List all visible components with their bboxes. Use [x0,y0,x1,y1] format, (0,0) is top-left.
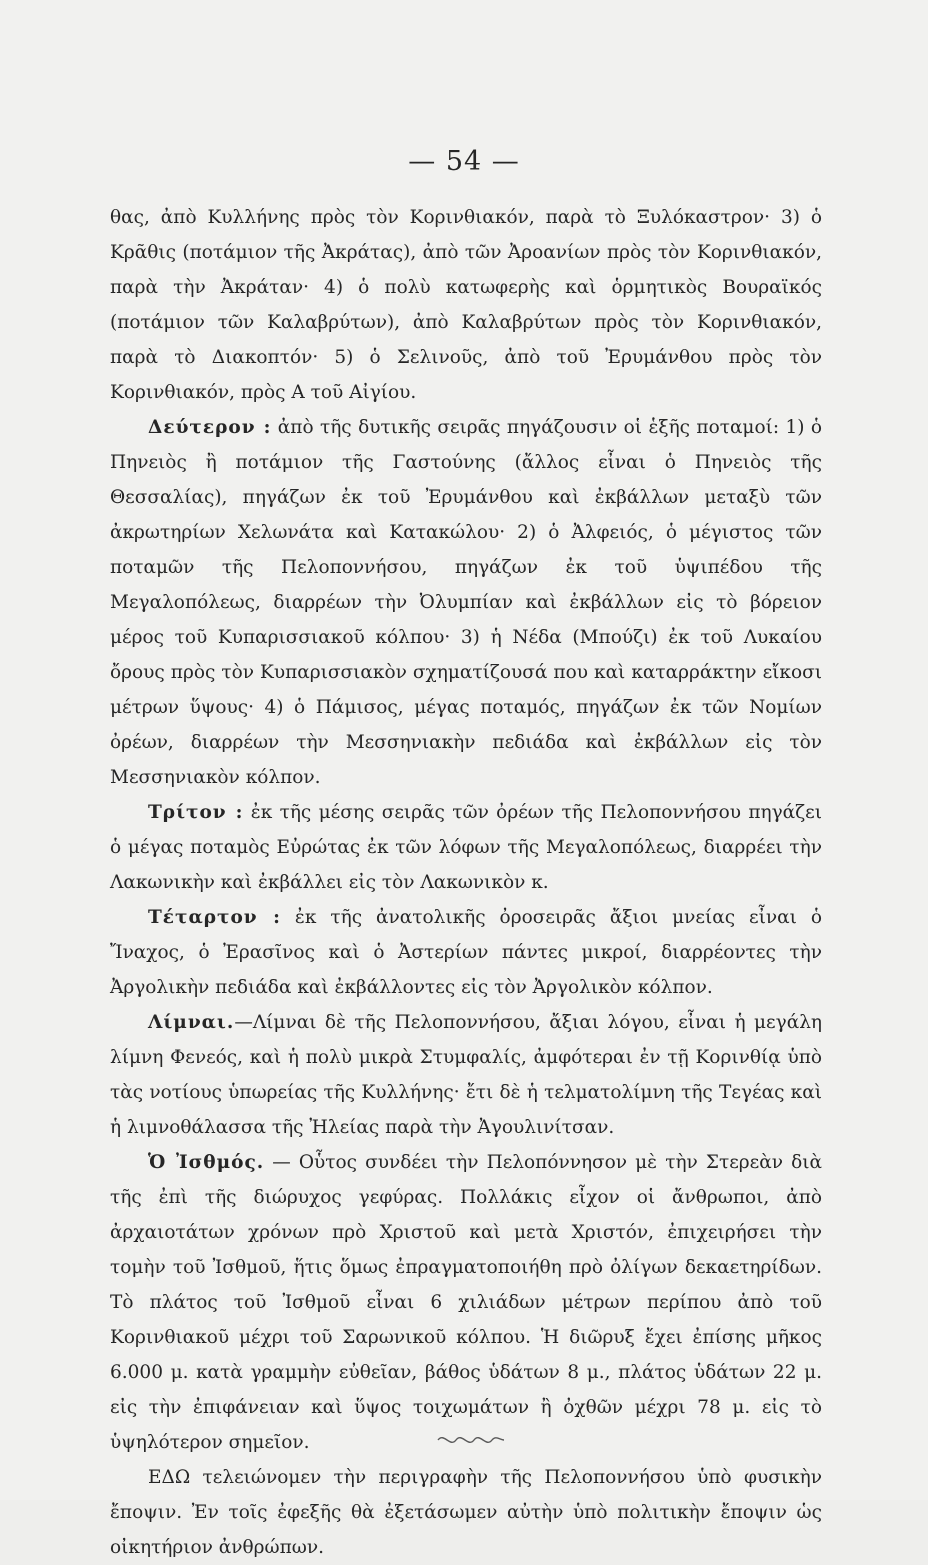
section-lead: Τρίτον : [148,802,244,823]
paragraph-second-range [110,410,822,795]
paragraph-text: θας, ἀπὸ Κυλλήνης πρὸς τὸν Κορινθιακόν, παρὰ τὸ Ξυλόκαστρον· 3) ὁ Κρᾶθις (ποτάμιον τῆς Ἀκράτας), ἀπὸ τῶν Ἀροανίων πρὸς τὸν Κορινθιακόν, παρὰ τὴν Ἀκράταν· 4) ὁ πολὺ κατωφερὴς καὶ ὁρμητικὸς Βουραϊκός (ποτάμιον τῶν Καλαβρύτων), ἀπὸ Καλαβρύτων πρὸς τὸν Κορινθιακόν, παρὰ τὸ Διακοπτόν· 5) ὁ Σελινοῦς, ἀπὸ τοῦ Ἐρυμάνθου πρὸς τὸν Κορινθιακόν, πρὸς Α τοῦ Αἰγίου. [110,207,822,403]
paragraph-text: ἐκ τῆς μέσης σειρᾶς τῶν ὀρέων τῆς Πελοποννήσου πηγάζει ὁ μέγας ποταμὸς Εὐρώτας ἐκ τῶν λόφων τῆς Μεγαλοπόλεως, διαρρέει τὴν Λακωνικὴν καὶ ἐκβάλλει εἰς τὸν Λακωνικὸν κ. [110,802,822,893]
paragraph-rivers-continued [110,200,822,410]
paragraph-isthmus [110,1145,822,1460]
page-body [110,200,822,1565]
decorative-divider [436,1430,506,1450]
paragraph-lakes [110,1005,822,1145]
paragraph-text: — Οὗτος συνδέει τὴν Πελοπόννησον μὲ τὴν Στερεὰν διὰ τῆς ἐπὶ τῆς διώρυχος γεφύρας. Πολλάκις εἶχον οἱ ἄνθρωποι, ἀπὸ ἀρχαιοτάτων χρόνων πρὸ Χριστοῦ καὶ μετὰ Χριστόν, ἐπιχειρήσει τὴν τομὴν τοῦ Ἰσθμοῦ, ἥτις ὅμως ἐπραγματοποιήθη πρὸ ὀλίγων δεκαετηρίδων. Τὸ πλάτος τοῦ Ἰσθμοῦ εἶναι 6 χιλιάδων μέτρων περίπου ἀπὸ τοῦ Κορινθιακοῦ μέχρι τοῦ Σαρωνικοῦ κόλπου. Ἡ διῶρυξ ἔχει ἐπίσης μῆκος 6.000 μ. κατὰ γραμμὴν εὐθεῖαν, βάθος ὑδάτων 8 μ., πλάτος ὑδάτων 22 μ. εἰς τὴν ἐπιφάνειαν καὶ ὕψος τοιχωμάτων ἢ ὀχθῶν μέχρι 78 μ. εἰς τὸ ὑψηλότερον σημεῖον. [110,1152,822,1453]
paragraph-text: —Λίμναι δὲ τῆς Πελοποννήσου, ἄξιαι λόγου, εἶναι ἡ μεγάλη λίμνη Φενεός, καὶ ἡ πολὺ μικρὰ Στυμφαλίς, ἀμφότεραι ἐν τῇ Κορινθίᾳ ὑπὸ τὰς νοτίους ὑπωρείας τῆς Κυλλήνης· ἔτι δὲ ἡ τελματολίμνη τῆς Τεγέας καὶ ἡ λιμνοθάλασσα τῆς Ἠλείας παρὰ τὴν Ἀγουλινίτσαν. [110,1012,822,1138]
paragraph-text: ΕΔΩ τελειώνομεν τὴν περιγραφὴν τῆς Πελοποννήσου ὑπὸ φυσικὴν ἔποψιν. Ἐν τοῖς ἐφεξῆς θὰ ἐξετάσωμεν αὐτὴν ὑπὸ πολιτικὴν ἔποψιν ὡς οἰκητήριον ἀνθρώπων. [110,1467,822,1558]
paragraph-text: ἀπὸ τῆς δυτικῆς σειρᾶς πηγάζουσιν οἱ ἑξῆς ποταμοί: 1) ὁ Πηνειὸς ἢ ποτάμιον τῆς Γαστούνης (ἄλλος εἶναι ὁ Πηνειὸς τῆς Θεσσαλίας), πηγάζων ἐκ τοῦ Ἐρυμάνθου καὶ ἐκβάλλων μεταξὺ τῶν ἀκρωτηρίων Χελωνάτα καὶ Κατακώλου· 2) ὁ Ἀλφειός, ὁ μέγιστος τῶν ποταμῶν τῆς Πελοποννήσου, πηγάζων ἐκ τοῦ ὑψιπέδου τῆς Μεγαλοπόλεως, διαρρέων τὴν Ὀλυμπίαν καὶ ἐκβάλλων εἰς τὸ βόρειον μέρος τοῦ Κυπαρισσιακοῦ κόλπου· 3) ἡ Νέδα (Μπούζι) ἐκ τοῦ Λυκαίου ὄρους πρὸς τὸν Κυπαρισσιακὸν σχηματίζουσά που καὶ καταρράκτην εἴκοσι μέτρων ὕψους· 4) ὁ Πάμισος, μέγας ποταμός, πηγάζων ἐκ τῶν Νομίων ὀρέων, διαρρέων τὴν Μεσσηνιακὴν πεδιάδα καὶ ἐκβάλλων εἰς τὸν Μεσσηνιακὸν κόλπον. [110,417,822,788]
section-lead: Δεύτερον : [148,417,272,438]
section-lead: Τέταρτον : [148,907,281,928]
page-number: — 54 — [408,146,520,177]
paragraph-fourth-range [110,900,822,1005]
section-lead: Λίμναι. [148,1012,235,1033]
section-lead: Ὁ Ἰσθμός. [148,1152,265,1173]
paragraph-conclusion [110,1460,822,1565]
paragraph-third-range [110,795,822,900]
paragraph-text: ἐκ τῆς ἀνατολικῆς ὀροσειρᾶς ἄξιοι μνείας εἶναι ὁ Ἴναχος, ὁ Ἐρασῖνος καὶ ὁ Ἀστερίων πάντες μικροί, διαρρέοντες τὴν Ἀργολικὴν πεδιάδα καὶ ἐκβάλλοντες εἰς τὸν Ἀργολικὸν κόλπον. [110,907,822,998]
